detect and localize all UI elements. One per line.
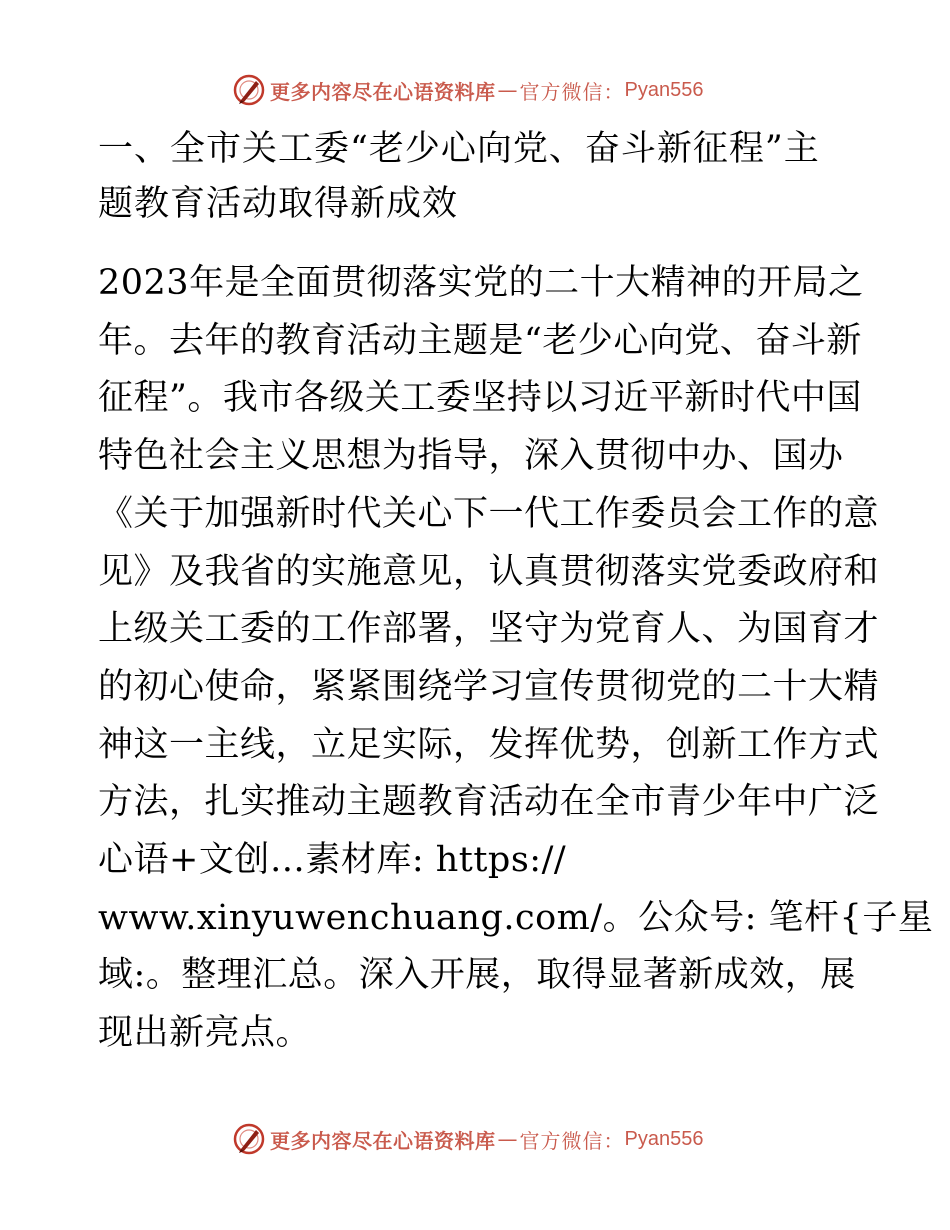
banner-official-label: 官方微信： [519,79,625,104]
section-heading [98,122,858,232]
banner-text: 更多内容尽在心语资料库 [270,79,496,104]
banner-dash: — [497,1127,518,1151]
banner-text: 更多内容尽在心语资料库 [270,1128,496,1153]
heading-line: 题教育活动取得新成效 [98,184,459,224]
body-line: www.xinyuwenchuang.com/。公众号: 笔杆{子星 [98,897,934,938]
body-line: 《关于加强新时代关心下一代工作委员会工作的意 [98,493,880,534]
banner-official-label: 官方微信： [519,1128,625,1153]
body-line: 神这一主线，立足实际，发挥优势，创新工作方式 [98,724,880,765]
heading-line: 一、全市关工委“老少心向党、奋斗新征程”主 [98,129,820,169]
body-line: 特色社会主义思想为指导，深入贯彻中办、国办 [98,436,844,477]
banner-wechat-id: Pyan556 [624,78,704,101]
body-paragraph [98,255,934,1063]
body-line: 现出新亮点。 [98,1013,312,1054]
body-line: 征程”。我市各级关工委坚持以习近平新时代中国 [98,378,862,419]
banner-dash: — [497,78,518,102]
body-line: 年。去年的教育活动主题是“老少心向党、奋斗新 [98,320,862,361]
body-line: 方法，扎实推动主题教育活动在全市青少年中广泛 [98,782,880,823]
banner-wechat-id: Pyan556 [624,1127,704,1150]
body-line: 2023年是全面贯彻落实党的二十大精神的开局之 [98,263,864,303]
footer-banner [232,1122,712,1156]
body-line: 域:。整理汇总。深入开展，取得显著新成效，展 [98,955,856,996]
body-line: 的初心使命，紧紧围绕学习宣传贯彻党的二十大精 [98,666,880,707]
header-banner [232,73,712,107]
body-line: 心语+文创…素材库: https:// [98,840,567,881]
body-line: 见》及我省的实施意见，认真贯彻落实党委政府和 [98,551,880,592]
pen-logo-icon [232,73,266,107]
pen-logo-icon [232,1122,266,1156]
body-line: 上级关工委的工作部署，坚守为党育人、为国育才 [98,609,880,650]
